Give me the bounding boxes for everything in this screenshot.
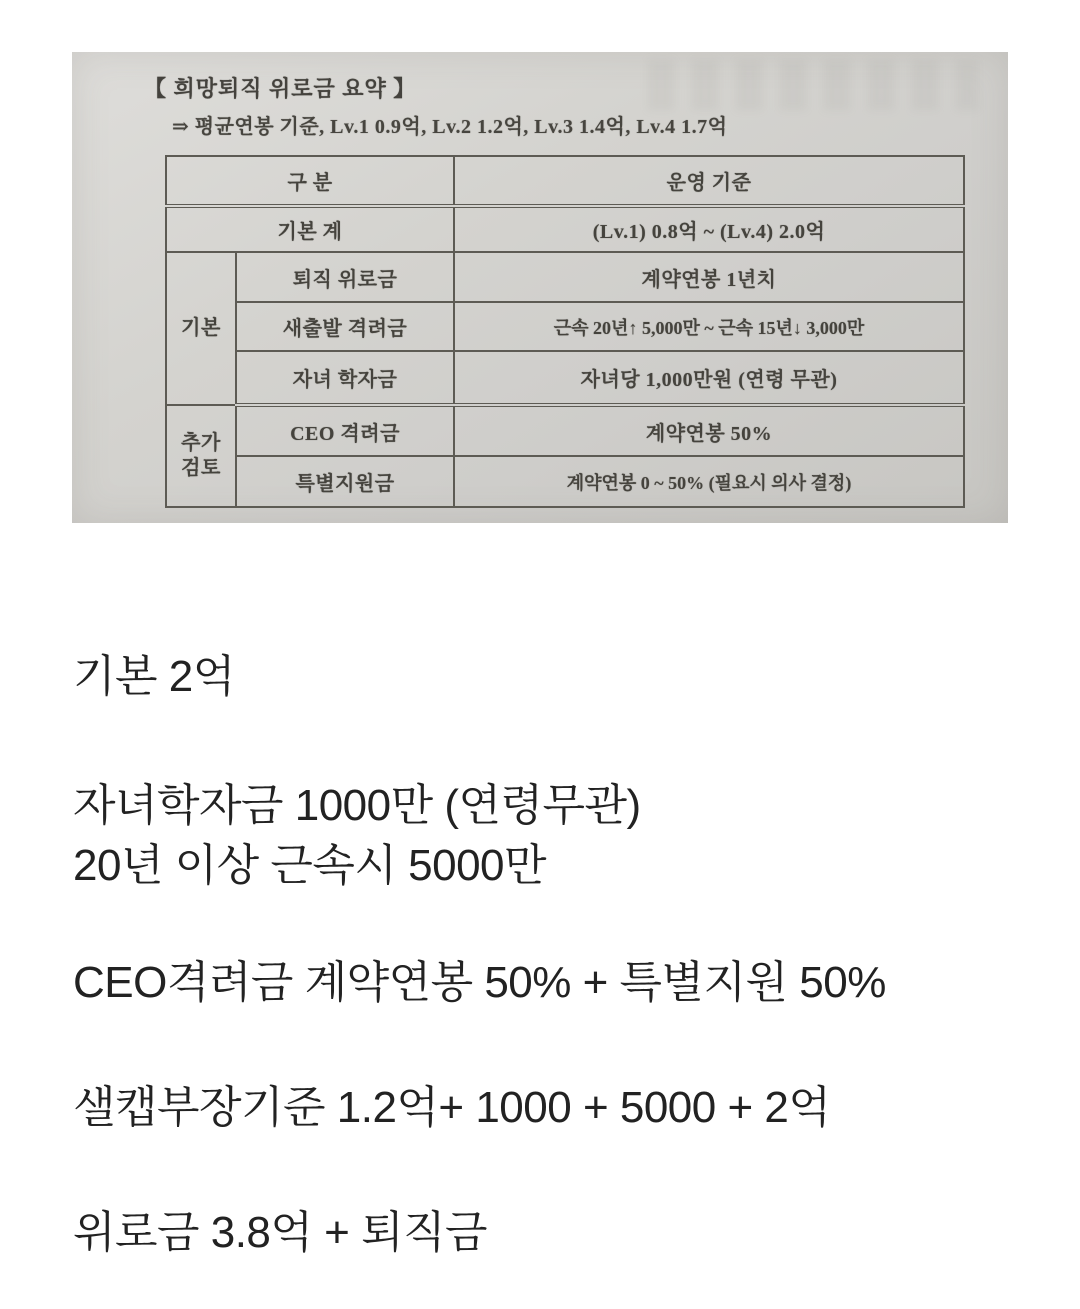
row-child-tuition-item: 자녀 학자금 — [236, 351, 454, 405]
doc-title: 【 희망퇴직 위로금 요약 】 — [144, 76, 417, 101]
table-row — [166, 405, 964, 456]
table-row — [166, 351, 964, 405]
group-basic: 기본 — [166, 252, 236, 405]
note-basic-amount: 기본 2억 — [73, 652, 235, 701]
note-tuition-line: 자녀학자금 1000만 (연령무관) — [73, 781, 641, 830]
table-row — [166, 206, 964, 252]
note-total-consolation: 위로금 3.8억 + 퇴직금 — [73, 1208, 488, 1257]
row-fresh-start-item: 새출발 격려금 — [236, 302, 454, 351]
row-retirement-consolation-value: 계약연봉 1년치 — [454, 252, 964, 302]
row-retirement-consolation-item: 퇴직 위로금 — [236, 252, 454, 302]
row-ceo-incentive-item: CEO 격려금 — [236, 405, 454, 456]
row-basic-total-item: 기본 계 — [166, 206, 454, 252]
row-special-support-value: 계약연봉 0 ~ 50% (필요시 의사 결정) — [454, 456, 964, 507]
document-photo — [72, 52, 1008, 523]
row-ceo-incentive-value: 계약연봉 50% — [454, 405, 964, 456]
row-special-support-item: 특별지원금 — [236, 456, 454, 507]
table-row — [166, 252, 964, 302]
row-basic-total-value: (Lv.1) 0.8억 ~ (Lv.4) 2.0억 — [454, 206, 964, 252]
group-additional-review: 추가 검토 — [166, 405, 236, 507]
row-child-tuition-value: 자녀당 1,000만원 (연령 무관) — [454, 351, 964, 405]
note-salarycap-calc: 샐캡부장기준 1.2억+ 1000 + 5000 + 2억 — [73, 1083, 831, 1132]
header-criteria: 운영 기준 — [454, 156, 964, 206]
row-fresh-start-value: 근속 20년↑ 5,000만 ~ 근속 15년↓ 3,000만 — [454, 302, 964, 351]
table-row — [166, 456, 964, 507]
note-tuition-and-tenure — [73, 776, 641, 896]
note-ceo-special: CEO격려금 계약연봉 50% + 특별지원 50% — [73, 958, 886, 1007]
doc-subtitle: ⇒ 평균연봉 기준, Lv.1 0.9억, Lv.2 1.2억, Lv.3 1.4억, Lv.4 1.7억 — [172, 116, 728, 138]
severance-summary-table — [165, 155, 965, 508]
table-header-row — [166, 156, 964, 206]
note-tenure-line: 20년 이상 근속시 5000만 — [73, 841, 547, 890]
header-category: 구 분 — [166, 156, 454, 206]
table-row — [166, 302, 964, 351]
